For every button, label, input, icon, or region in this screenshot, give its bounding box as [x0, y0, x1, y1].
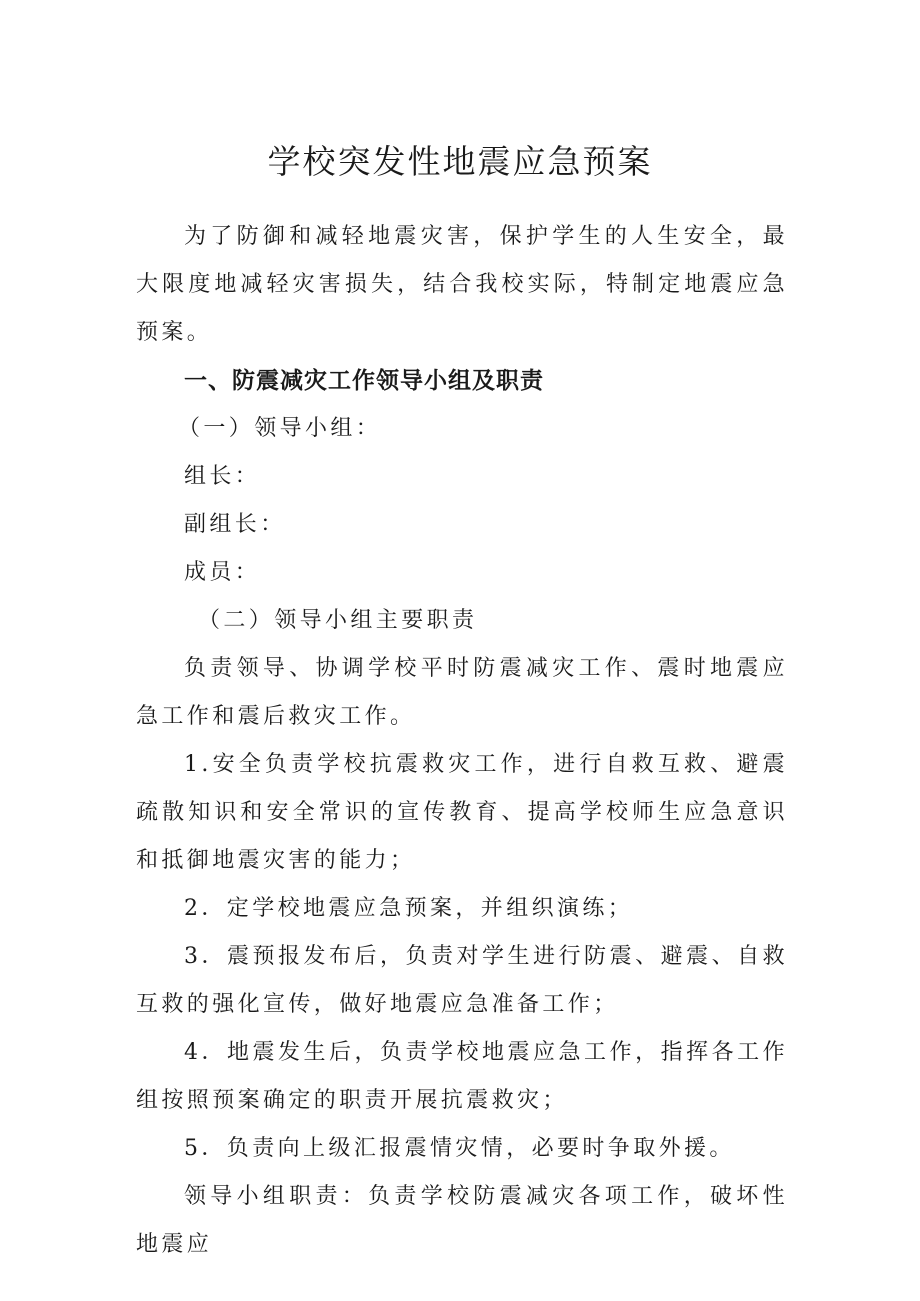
- page-title: 学校突发性地震应急预案: [267, 142, 653, 181]
- subsection-heading-duties: （二）领导小组主要职责: [198, 608, 478, 633]
- duty-item: 5．负责向上级汇报震情灾情，必要时争取外援。: [184, 1136, 735, 1161]
- duty-item: 2．定学校地震应急预案，并组织演练；: [184, 896, 634, 921]
- duty-item: 4．地震发生后，负责学校地震应急工作，指挥各工作组按照预案确定的职责开展抗震救灾；: [136, 1040, 788, 1113]
- members-field: 成员：: [184, 560, 261, 585]
- duty-summary-paragraph: 负责领导、协调学校平时防震减灾工作、震时地震应急工作和震后救灾工作。: [136, 656, 788, 729]
- leader-field: 组长：: [184, 464, 261, 489]
- closing-paragraph: 领导小组职责：负责学校防震减灾各项工作，破坏性地震应: [136, 1184, 788, 1257]
- deputy-leader-field: 副组长：: [184, 512, 286, 537]
- document-body: [136, 213, 788, 1269]
- subsection-heading-leadership-group: （一）领导小组：: [178, 416, 382, 441]
- intro-paragraph: 为了防御和减轻地震灾害，保护学生的人生安全，最大限度地减轻灾害损失，结合我校实际，特制定地震应急预案。: [136, 224, 788, 345]
- section-heading: 一、防震减灾工作领导小组及职责: [184, 368, 544, 394]
- duty-item: 3．震预报发布后，负责对学生进行防震、避震、自救互救的强化宣传，做好地震应急准备工作；: [136, 944, 788, 1017]
- duty-item: 1.安全负责学校抗震救灾工作，进行自救互救、避震疏散知识和安全常识的宣传教育、提高学校师生应急意识和抵御地震灾害的能力；: [136, 752, 788, 873]
